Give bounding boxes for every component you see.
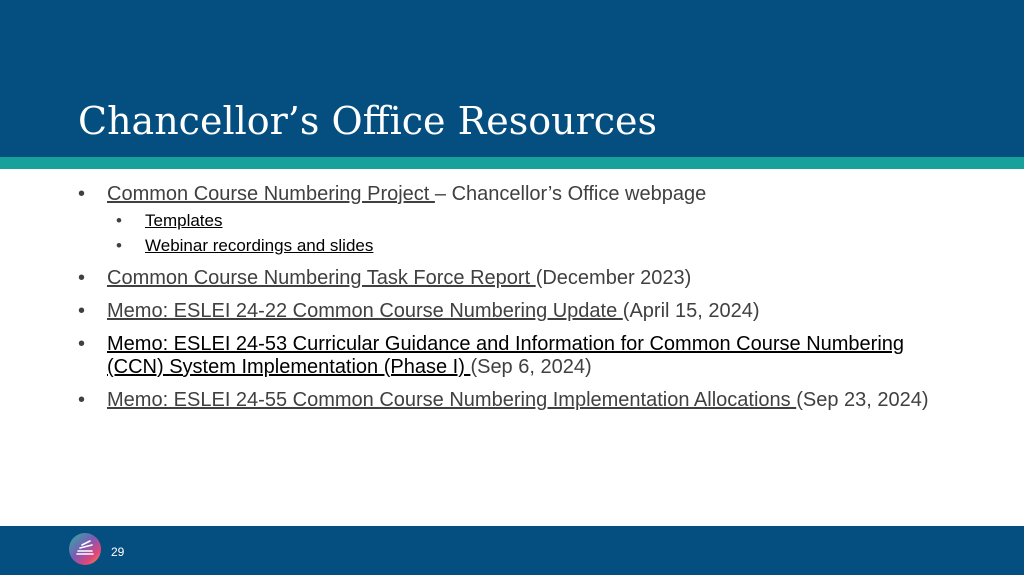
bullet-text [107, 300, 760, 322]
webinar-recordings-link[interactable]: Webinar recordings and slides [145, 236, 374, 255]
list-item [78, 183, 958, 257]
task-force-report-link[interactable]: Common Course Numbering Task Force Report [107, 267, 536, 289]
sub-bullet-list [107, 210, 958, 257]
list-item [107, 210, 958, 232]
templates-link[interactable]: Templates [145, 211, 223, 230]
list-item [78, 333, 958, 379]
list-item [78, 389, 958, 412]
bullet-icon: • [116, 211, 122, 230]
bullet-text [107, 389, 929, 411]
bullet-icon: • [78, 333, 86, 355]
bullet-icon: • [78, 389, 86, 411]
bullet-icon: • [116, 236, 122, 255]
bullet-suffix: (April 15, 2024) [622, 300, 760, 322]
bullet-suffix: (December 2023) [535, 267, 692, 289]
accent-stripe [0, 157, 1024, 169]
bullet-icon: • [78, 183, 86, 205]
bullet-list [78, 183, 958, 412]
memo-24-55-link[interactable]: Memo: ESLEI 24-55 Common Course Numbering Implementation Allocations [107, 389, 797, 411]
list-item [78, 300, 958, 323]
ccn-project-link[interactable]: Common Course Numbering Project [107, 183, 435, 205]
list-item [78, 267, 958, 290]
bullet-suffix: (Sep 23, 2024) [796, 389, 929, 411]
page-number: 29 [111, 545, 125, 559]
memo-24-53-link[interactable]: Memo: ESLEI 24-53 Curricular Guidance and Information for Common Course Numbering (CCN) System Implementation (Phase I) [107, 333, 905, 378]
bullet-icon: • [78, 300, 86, 322]
bullet-suffix: – Chancellor’s Office webpage [434, 183, 707, 205]
bullet-text [107, 183, 706, 205]
ccc-rainbow-logo-icon [68, 532, 102, 566]
list-item [107, 235, 958, 257]
bullet-suffix: (Sep 6, 2024) [470, 356, 592, 378]
slide-title: Chancellor’s Office Resources [78, 99, 657, 143]
memo-24-22-link[interactable]: Memo: ESLEI 24-22 Common Course Numbering Update [107, 300, 623, 322]
bullet-icon: • [78, 267, 86, 289]
bullet-text [107, 333, 904, 378]
bullet-text [107, 267, 691, 289]
footer-band [0, 526, 1024, 575]
slide-content [78, 183, 958, 422]
